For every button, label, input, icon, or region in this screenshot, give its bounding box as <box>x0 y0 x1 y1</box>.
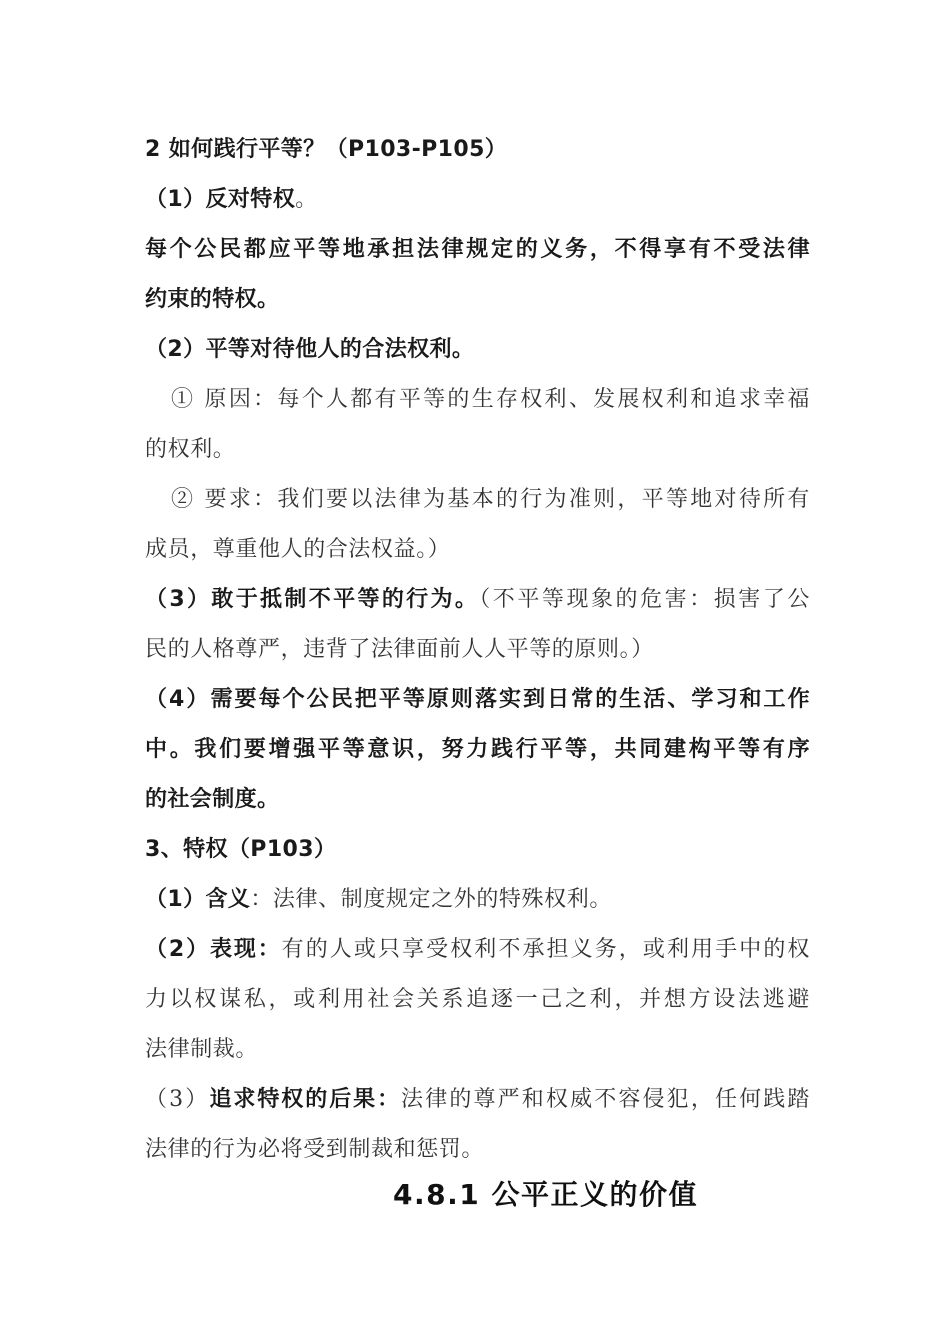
body-text: ：法律、制度规定之外的特殊权利。 <box>250 887 612 912</box>
bold-text: （3）敢于抵制不平等的行为。 <box>145 587 480 612</box>
text-line <box>145 975 810 1025</box>
body-text: 民的人格尊严，违背了法律面前人人平等的原则。） <box>145 637 654 662</box>
text-line <box>145 1025 810 1075</box>
bold-text: （4）需要每个公民把平等原则落实到日常的生活、学习和工作 <box>145 687 810 712</box>
bold-text: 追求特权的后果： <box>209 1087 402 1112</box>
document-body <box>145 125 810 1175</box>
bold-text: 的社会制度。 <box>145 787 280 812</box>
bold-text: （2）表现： <box>145 937 282 962</box>
text-line <box>145 225 810 275</box>
text-line <box>145 725 810 775</box>
text-line <box>145 525 810 575</box>
text-line <box>145 875 810 925</box>
text-line <box>145 275 810 325</box>
bold-text: 3、特权（P103） <box>145 837 337 862</box>
text-line <box>145 175 810 225</box>
body-text: 。 <box>295 187 318 212</box>
bold-text: （1）含义 <box>145 887 251 912</box>
text-line <box>145 825 810 875</box>
text-line <box>145 675 810 725</box>
body-text: 有的人或只享受权利不承担义务，或利用手中的权 <box>281 937 810 962</box>
body-text: 成员，尊重他人的合法权益。） <box>145 537 451 562</box>
body-text: 法律的行为必将受到制裁和惩罚。 <box>145 1137 485 1162</box>
text-line <box>145 425 810 475</box>
bold-text: （1）反对特权 <box>145 187 296 212</box>
section-heading: 4.8.1 公平正义的价值 <box>393 1178 698 1211</box>
bold-text: 每个公民都应平等地承担法律规定的义务，不得享有不受法律 <box>145 237 810 262</box>
text-line <box>145 925 810 975</box>
text-line <box>145 575 810 625</box>
text-line <box>145 475 810 525</box>
body-text: 力以权谋私，或利用社会关系追逐一己之利，并想方设法逃避 <box>145 987 810 1012</box>
text-line <box>145 775 810 825</box>
bold-text: 2 如何践行平等？（P103-P105） <box>145 137 508 162</box>
body-text: 法律的尊严和权威不容侵犯，任何践踏 <box>401 1087 811 1112</box>
body-text: ② 要求：我们要以法律为基本的行为准则，平等地对待所有 <box>171 487 810 512</box>
text-line <box>145 325 810 375</box>
body-text: （3） <box>145 1087 210 1112</box>
text-line <box>145 375 810 425</box>
body-text: 法律制裁。 <box>145 1037 259 1062</box>
bold-text: （2）平等对待他人的合法权利。 <box>145 337 475 362</box>
body-text: 的权利。 <box>145 437 236 462</box>
body-text: ① 原因：每个人都有平等的生存权利、发展权利和追求幸福 <box>171 387 810 412</box>
text-line <box>145 1075 810 1125</box>
bold-text: 中。我们要增强平等意识，努力践行平等，共同建构平等有序 <box>145 737 810 762</box>
text-line <box>145 1125 810 1175</box>
text-line <box>145 125 810 175</box>
body-text: （不平等现象的危害：损害了公 <box>479 587 810 612</box>
text-line <box>145 625 810 675</box>
bold-text: 约束的特权。 <box>145 287 280 312</box>
